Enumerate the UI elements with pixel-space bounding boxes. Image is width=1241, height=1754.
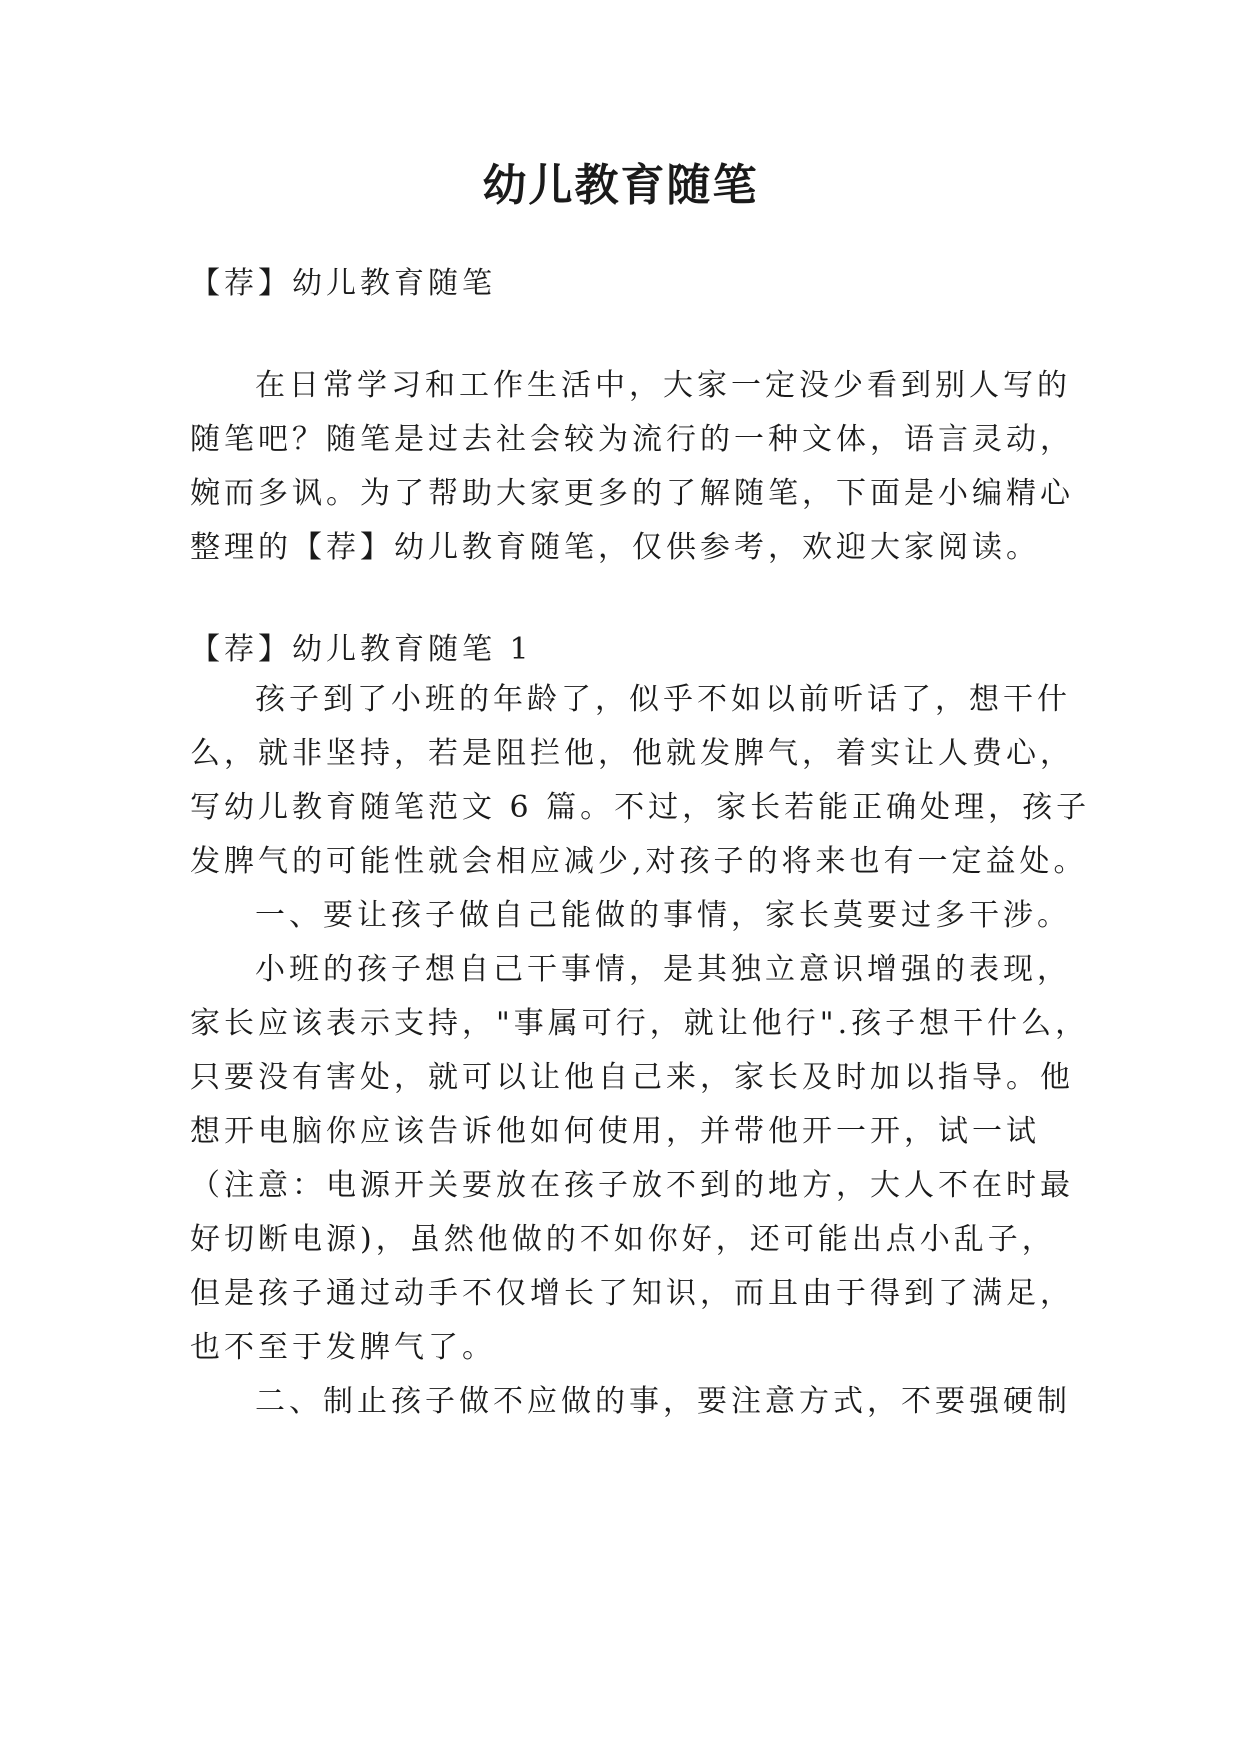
- body-line-6: 小班的孩子想自己干事情，是其独立意识增强的表现，: [255, 952, 1071, 987]
- body-line-7: 家长应该表示支持，"事属可行，就让他行".孩子想干什么，: [190, 1006, 1090, 1041]
- body-line-13: 也不至于发脾气了。: [190, 1330, 496, 1365]
- body-line-2: 么，就非坚持，若是阻拦他，他就发脾气，着实让人费心，: [190, 736, 1074, 771]
- body-line-1: 孩子到了小班的年龄了，似乎不如以前听话了，想干什: [255, 682, 1071, 717]
- body-line-4: 发脾气的可能性就会相应减少,对孩子的将来也有一定益处。: [190, 844, 1088, 879]
- body-line-8: 只要没有害处，就可以让他自己来，家长及时加以指导。他: [190, 1060, 1074, 1095]
- body-line-12: 但是孩子通过动手不仅增长了知识，而且由于得到了满足，: [190, 1276, 1074, 1311]
- intro-line-4: 整理的【荐】幼儿教育随笔，仅供参考，欢迎大家阅读。: [190, 530, 1040, 565]
- intro-line-1: 在日常学习和工作生活中，大家一定没少看到别人写的: [255, 368, 1071, 403]
- body-line-10: （注意：电源开关要放在孩子放不到的地方，大人不在时最: [190, 1168, 1074, 1203]
- subtitle: 【荐】幼儿教育随笔: [190, 266, 496, 301]
- body-line-3: 写幼儿教育随笔范文 6 篇。不过，家长若能正确处理，孩子: [190, 790, 1091, 825]
- intro-line-3: 婉而多讽。为了帮助大家更多的了解随笔，下面是小编精心: [190, 476, 1074, 511]
- body-line-5: 一、要让孩子做自己能做的事情，家长莫要过多干涉。: [255, 898, 1071, 933]
- body-line-14: 二、制止孩子做不应做的事，要注意方式，不要强硬制: [255, 1384, 1071, 1419]
- document-title: 幼儿教育随笔: [482, 160, 759, 211]
- section-heading: 【荐】幼儿教育随笔 1: [190, 632, 533, 667]
- body-line-9: 想开电脑你应该告诉他如何使用，并带他开一开，试一试: [190, 1114, 1040, 1149]
- body-line-11: 好切断电源)，虽然他做的不如你好，还可能出点小乱子，: [190, 1222, 1056, 1257]
- intro-line-2: 随笔吧？随笔是过去社会较为流行的一种文体，语言灵动，: [190, 422, 1074, 457]
